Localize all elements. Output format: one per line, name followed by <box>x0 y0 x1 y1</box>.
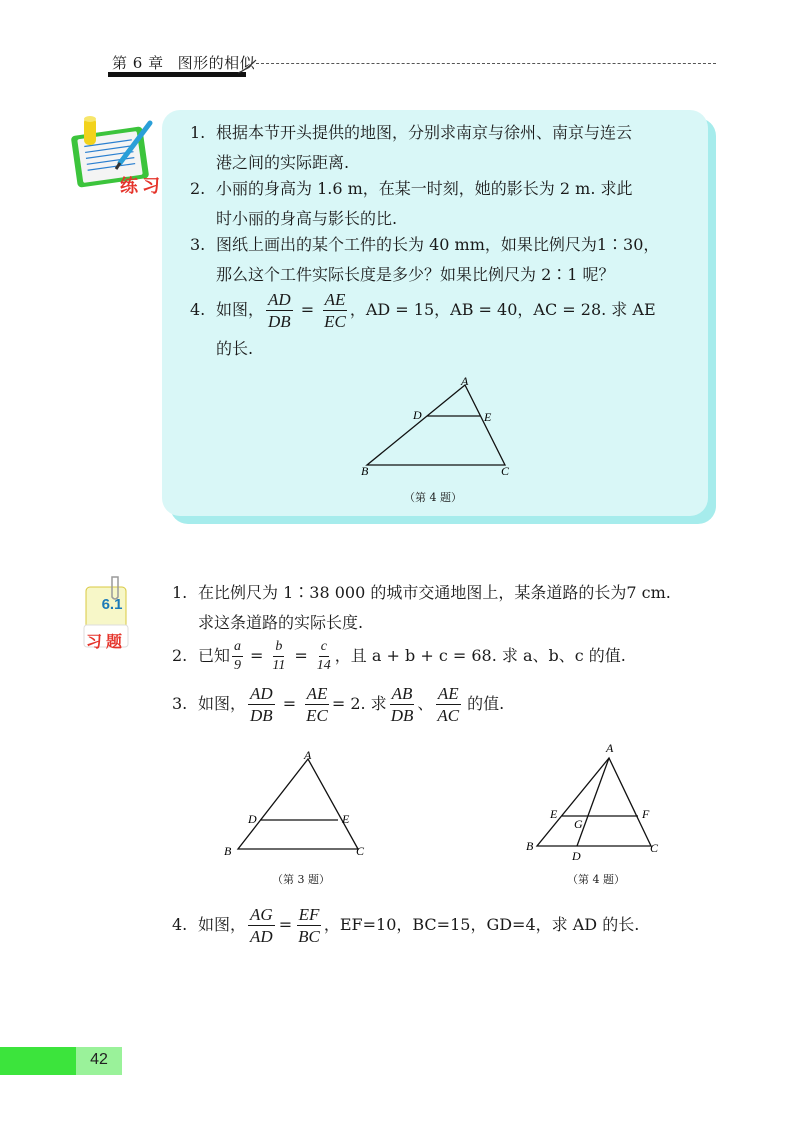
question-text: 港之间的实际距离. <box>216 153 350 172</box>
triangle-abc <box>537 758 651 846</box>
label-b: B <box>224 844 232 858</box>
fraction-ad-db: $\frac{AD}{DB}$ <box>268 289 291 331</box>
triangle-abc <box>238 759 358 849</box>
question-text: ，EF=10，BC=15，GD=4，求 AD 的长. <box>323 915 640 934</box>
question-text: 那么这个工件实际长度是多少？如果比例尺为 2∶1 呢？ <box>216 265 615 284</box>
question-number: 3. <box>172 694 188 713</box>
label-c: C <box>650 841 659 855</box>
label-a: A <box>461 375 469 388</box>
triangle-abc <box>367 385 505 465</box>
figure-3-caption: （第 3 题） <box>272 873 330 886</box>
label-e: E <box>550 807 558 821</box>
exercise-question-1 <box>172 578 671 638</box>
fraction-a-9: $\frac{a}{9}$ <box>234 638 242 673</box>
page-number: 42 <box>90 1051 108 1068</box>
label-d: D <box>413 408 422 422</box>
figure-4-caption: （第 4 题） <box>567 873 625 886</box>
label-e: E <box>484 410 492 424</box>
question-number: 4. <box>172 915 188 934</box>
fraction-ab-db: $\frac{AB}{DB}$ <box>390 683 414 725</box>
question-number: 2. <box>172 646 188 665</box>
exercise-label: 习题 <box>86 632 127 651</box>
question-text: = 2. 求 <box>331 694 387 713</box>
question-text: 时小丽的身高与影长的比. <box>216 209 398 228</box>
fraction-ad-db: $\frac{AD}{DB}$ <box>250 683 273 725</box>
question-number: 2. <box>190 179 206 198</box>
fraction-ae-ac: $\frac{AE}{AC}$ <box>437 683 460 725</box>
label-d: D <box>248 812 257 826</box>
question-text: 图纸上画出的某个工件的长为 40 mm，如果比例尺为1∶30， <box>216 235 660 254</box>
exercise-question-4 <box>172 905 639 945</box>
header-underline <box>108 72 246 77</box>
practice-figure-caption: （第 4 题） <box>404 491 462 504</box>
exercise-figure-3 <box>220 745 380 860</box>
question-number: 3. <box>190 235 206 254</box>
label-d: D <box>572 849 581 863</box>
chapter-number: 第 6 章 <box>112 54 164 72</box>
equals-sign: = <box>300 300 315 319</box>
label-a: A <box>304 748 312 762</box>
question-text: 如图， <box>198 694 247 713</box>
equals-sign: = <box>250 646 264 665</box>
equals-sign: = <box>294 646 308 665</box>
question-number: 1. <box>172 583 188 602</box>
fraction-b-11: $\frac{b}{11}$ <box>272 638 286 673</box>
header-slash-decoration <box>236 58 258 74</box>
practice-figure-triangle <box>355 375 525 480</box>
exercise-figure-4 <box>520 740 670 865</box>
label-e: E <box>342 812 350 826</box>
equals-sign: = <box>278 915 293 934</box>
practice-question-1 <box>190 118 632 178</box>
fraction-ef-bc: $\frac{EF}{BC}$ <box>298 904 320 946</box>
fraction-ae-ec: $\frac{AE}{EC}$ <box>306 683 328 725</box>
practice-question-2 <box>190 174 633 234</box>
fraction-ae-ec: $\frac{AE}{EC}$ <box>324 289 346 331</box>
equals-sign: = <box>282 694 297 713</box>
question-text: 小丽的身高为 1.6 m，在某一时刻，她的影长为 2 m. 求此 <box>216 179 633 198</box>
fraction-c-14: $\frac{c}{14}$ <box>316 638 331 673</box>
separator: 、 <box>417 694 434 713</box>
chapter-title: 图形的相似 <box>177 54 256 72</box>
question-text: 的值. <box>467 694 505 713</box>
label-c: C <box>501 464 510 478</box>
label-b: B <box>361 464 369 478</box>
question-text: 求这条道路的实际长度. <box>198 613 364 632</box>
header-dashed-rule <box>256 63 716 64</box>
label-f: F <box>642 807 650 821</box>
question-text: 根据本节开头提供的地图，分别求南京与徐州、南京与连云 <box>216 123 633 142</box>
practice-label: 练习 <box>120 176 164 197</box>
exercise-number: 6.1 <box>101 596 123 613</box>
practice-question-3 <box>190 230 659 290</box>
label-a: A <box>606 741 614 755</box>
exercise-question-3 <box>172 684 504 724</box>
exercise-question-2 <box>172 636 626 676</box>
fraction-ag-ad: $\frac{AG}{AD}$ <box>250 904 273 946</box>
practice-question-4 <box>190 290 656 364</box>
label-b: B <box>526 839 534 853</box>
question-text: ，且 a + b + c = 68. 求 a、b、c 的值. <box>334 646 626 665</box>
question-number: 1. <box>190 123 206 142</box>
segment-ad <box>577 758 609 846</box>
label-c: C <box>356 844 365 858</box>
label-g: G <box>574 817 583 831</box>
question-text: 如图， <box>216 300 265 319</box>
question-conditions: ，AD = 15，AB = 40，AC = 28. 求 AE <box>349 300 656 319</box>
question-text: 在比例尺为 1∶38 000 的城市交通地图上，某条道路的长为7 cm. <box>198 583 671 602</box>
page-header <box>0 0 800 90</box>
question-number: 4. <box>190 300 206 319</box>
chapter-heading <box>112 52 255 73</box>
question-text: 的长. <box>216 339 254 358</box>
question-text: 如图， <box>198 915 247 934</box>
question-text: 已知 <box>198 646 231 665</box>
